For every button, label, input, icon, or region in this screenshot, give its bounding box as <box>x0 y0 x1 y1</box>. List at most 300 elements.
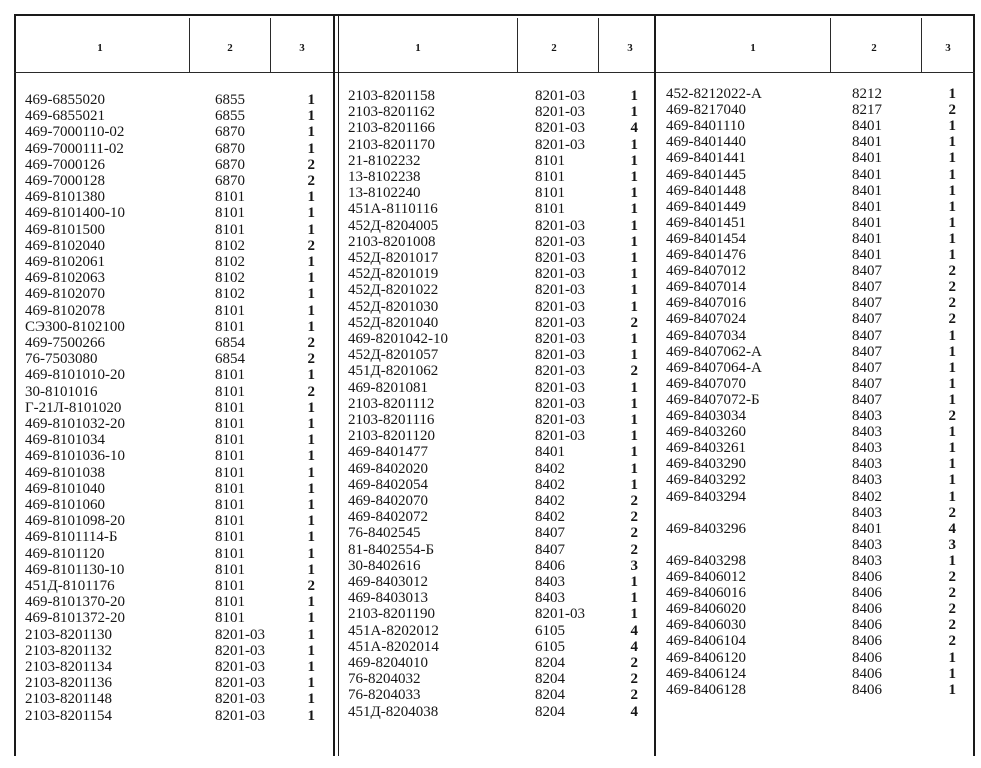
quantity: 1 <box>307 545 315 562</box>
table-row <box>348 250 638 266</box>
group-number: 8201-03 <box>535 104 585 121</box>
part-number: 452Д-8201057 <box>348 347 439 364</box>
quantity: 1 <box>630 169 638 185</box>
quantity: 2 <box>948 585 956 602</box>
part-number: 469-8101120 <box>25 545 105 562</box>
quantity: 2 <box>307 335 315 351</box>
quantity: 2 <box>948 408 956 424</box>
quantity: 2 <box>630 493 638 509</box>
part-number: 469-8407070 <box>666 375 746 392</box>
table-row <box>666 134 956 150</box>
quantity: 1 <box>307 642 315 659</box>
header-divider <box>921 18 922 72</box>
quantity: 1 <box>630 266 638 283</box>
part-number: 469-8403261 <box>666 440 746 457</box>
group-number: 8401 <box>852 520 882 537</box>
group-number: 8407 <box>535 541 565 558</box>
group-number: 8407 <box>852 263 882 280</box>
table-row <box>348 493 638 509</box>
group-number: 8201-03 <box>215 626 265 643</box>
table-row <box>666 102 956 118</box>
part-number: 452Д-8201030 <box>348 298 439 315</box>
table-row <box>25 141 315 157</box>
part-number: 469-7000111-02 <box>25 140 124 157</box>
part-number: 469-8101060 <box>25 497 105 513</box>
table-row <box>666 360 956 376</box>
group-number: 8201-03 <box>535 606 585 623</box>
quantity: 1 <box>948 649 956 666</box>
table-row <box>348 185 638 201</box>
group-number: 8403 <box>535 574 565 590</box>
part-number: 469-7000126 <box>25 156 105 173</box>
table-row <box>348 606 638 622</box>
table-row <box>25 238 315 254</box>
part-number: 469-8406020 <box>666 601 746 618</box>
part-number: 469-8102078 <box>25 302 105 319</box>
table-row <box>666 472 956 488</box>
table-row <box>25 157 315 173</box>
quantity: 1 <box>307 92 315 108</box>
group-number: 8401 <box>852 230 882 247</box>
table-row <box>25 108 315 124</box>
table-row <box>666 585 956 601</box>
part-number: 469-8402070 <box>348 493 428 509</box>
group-number: 8101 <box>215 367 245 384</box>
group-number: 8101 <box>215 221 245 238</box>
quantity: 2 <box>630 671 638 688</box>
part-number: 469-8101098-20 <box>25 513 125 530</box>
group-number: 8101 <box>215 189 245 206</box>
part-number: 469-8201081 <box>348 379 428 396</box>
table-row <box>348 655 638 671</box>
group-number: 8101 <box>215 561 245 578</box>
table-row <box>666 150 956 166</box>
table-row <box>25 610 315 626</box>
group-number: 8201-03 <box>535 282 585 299</box>
quantity: 1 <box>630 250 638 266</box>
quantity: 1 <box>630 331 638 347</box>
header-col-3: 3 <box>627 42 633 54</box>
part-number: 451Д-8201062 <box>348 363 439 380</box>
header-divider <box>270 18 271 72</box>
part-number: 2103-8201136 <box>25 675 112 692</box>
quantity: 1 <box>307 480 315 497</box>
table-row <box>25 594 315 610</box>
table-row <box>348 169 638 185</box>
group-number: 8201-03 <box>215 659 265 675</box>
part-number: 469-8407012 <box>666 263 746 280</box>
table-row <box>348 623 638 639</box>
table-row <box>666 440 956 456</box>
table-row <box>348 380 638 396</box>
part-number: 469-8101040 <box>25 480 105 497</box>
quantity: 1 <box>630 217 638 234</box>
part-number: 469-8407072-Б <box>666 391 760 408</box>
quantity: 1 <box>307 561 315 578</box>
frame-top-border <box>14 14 975 16</box>
part-number: 469-8401440 <box>666 134 746 151</box>
table-row <box>348 428 638 444</box>
group-number: 8201-03 <box>535 363 585 380</box>
quantity: 2 <box>948 504 956 521</box>
part-number: 469-8401110 <box>666 118 745 135</box>
quantity: 1 <box>948 166 956 183</box>
part-number: 469-8401445 <box>666 166 746 183</box>
header-divider <box>830 18 831 72</box>
part-number: 21-8102232 <box>348 152 421 169</box>
quantity: 1 <box>307 318 315 335</box>
panel-separator-1b <box>338 14 339 756</box>
quantity: 2 <box>630 363 638 380</box>
group-number: 8403 <box>535 590 565 607</box>
part-number: 469-8407064-А <box>666 359 762 376</box>
quantity: 2 <box>307 578 315 594</box>
part-number: 469-8403034 <box>666 408 746 424</box>
header-col-2: 2 <box>551 42 557 54</box>
part-number: 469-8102070 <box>25 286 105 303</box>
group-number: 8101 <box>215 302 245 319</box>
table-row <box>666 199 956 215</box>
part-number: 451Д-8204038 <box>348 703 439 720</box>
quantity: 2 <box>948 601 956 618</box>
group-number: 8401 <box>852 166 882 183</box>
part-number: 469-8401449 <box>666 198 746 215</box>
table-row <box>666 553 956 569</box>
quantity: 1 <box>948 552 956 569</box>
panel-separator-1 <box>333 14 335 756</box>
part-number: 469-8406120 <box>666 649 746 666</box>
quantity: 2 <box>948 569 956 585</box>
quantity: 2 <box>948 617 956 634</box>
table-row <box>666 279 956 295</box>
table-row <box>25 416 315 432</box>
quantity: 1 <box>307 221 315 238</box>
group-number: 8101 <box>215 318 245 335</box>
quantity: 1 <box>630 233 638 250</box>
part-number: 452-8212022-А <box>666 86 762 102</box>
table-row <box>666 392 956 408</box>
part-number: 2103-8201154 <box>25 707 112 724</box>
quantity: 1 <box>948 150 956 167</box>
group-number: 8403 <box>852 536 882 553</box>
part-number: 469-8402072 <box>348 509 428 526</box>
header-col-3: 3 <box>945 42 951 54</box>
part-number: 469-8403260 <box>666 424 746 441</box>
quantity: 1 <box>948 230 956 247</box>
part-number: 469-8407062-А <box>666 343 762 360</box>
quantity: 1 <box>630 347 638 364</box>
table-row <box>348 88 638 104</box>
group-number: 8101 <box>215 383 245 400</box>
quantity: 1 <box>307 691 315 708</box>
group-number: 8402 <box>535 493 565 509</box>
table-row <box>348 137 638 153</box>
group-number: 8101 <box>535 152 565 169</box>
part-number: 451А-8202014 <box>348 638 439 655</box>
group-number: 8403 <box>852 456 882 473</box>
group-number: 8406 <box>852 633 882 650</box>
group-number: 6855 <box>215 92 245 108</box>
table-row <box>666 183 956 199</box>
part-number: 469-8101370-20 <box>25 594 125 611</box>
quantity: 1 <box>948 391 956 408</box>
part-number: 469-8101372-20 <box>25 610 125 627</box>
group-number: 8401 <box>852 247 882 263</box>
table-row <box>25 562 315 578</box>
table-row <box>25 286 315 302</box>
table-row <box>666 295 956 311</box>
group-number: 6870 <box>215 173 245 189</box>
part-number: 2103-8201158 <box>348 88 435 104</box>
part-number: 76-8402545 <box>348 525 421 542</box>
table-row <box>666 86 956 102</box>
table-row <box>25 205 315 221</box>
part-number: 469-7500266 <box>25 335 105 351</box>
quantity: 1 <box>630 606 638 623</box>
part-number: 2103-8201008 <box>348 233 436 250</box>
quantity: 1 <box>307 464 315 481</box>
table-row <box>25 643 315 659</box>
quantity: 1 <box>307 513 315 530</box>
group-number: 8101 <box>535 169 565 185</box>
group-number: 8101 <box>535 201 565 218</box>
group-number: 8201-03 <box>535 266 585 283</box>
part-number: 452Д-8201040 <box>348 314 439 331</box>
part-number: 469-7000110-02 <box>25 124 125 141</box>
table-row <box>348 590 638 606</box>
panel-separator-2 <box>654 14 656 756</box>
group-number: 8201-03 <box>215 642 265 659</box>
part-number: 81-8402554-Б <box>348 541 435 558</box>
group-number: 8201-03 <box>535 395 585 412</box>
quantity: 1 <box>948 456 956 473</box>
table-row <box>25 578 315 594</box>
quantity: 2 <box>307 237 315 254</box>
table-row <box>666 311 956 327</box>
table-row <box>25 303 315 319</box>
table-row <box>348 282 638 298</box>
quantity: 1 <box>307 432 315 449</box>
quantity: 2 <box>307 173 315 189</box>
part-number: 2103-8201190 <box>348 606 435 623</box>
header-col-1: 1 <box>415 42 421 54</box>
part-number: 2103-8201170 <box>348 136 435 153</box>
group-number: 8212 <box>852 86 882 102</box>
quantity: 1 <box>948 440 956 457</box>
group-number: 8101 <box>215 545 245 562</box>
quantity: 1 <box>630 104 638 121</box>
part-number: 469-8101032-20 <box>25 416 125 432</box>
quantity: 1 <box>307 367 315 384</box>
table-row <box>666 617 956 633</box>
header-divider <box>598 18 599 72</box>
quantity: 4 <box>630 703 638 720</box>
quantity: 1 <box>948 247 956 263</box>
table-row <box>348 218 638 234</box>
group-number: 8201-03 <box>535 331 585 347</box>
part-number: Г-21Л-8101020 <box>25 399 122 416</box>
part-number: 469-8401451 <box>666 214 746 231</box>
group-number: 8201-03 <box>535 120 585 137</box>
part-number: 2103-8201132 <box>25 642 112 659</box>
part-number: 469-8401441 <box>666 150 746 167</box>
part-number: 469-8401476 <box>666 247 746 263</box>
quantity: 1 <box>948 665 956 682</box>
table-row <box>25 465 315 481</box>
table-row <box>348 477 638 493</box>
part-number: 469-8101500 <box>25 221 105 238</box>
part-number: 469-8101036-10 <box>25 448 125 465</box>
group-number: 8406 <box>852 585 882 602</box>
part-number: 469-8102040 <box>25 237 105 254</box>
quantity: 1 <box>307 140 315 157</box>
group-number: 8406 <box>852 665 882 682</box>
group-number: 8406 <box>852 649 882 666</box>
group-number: 8102 <box>215 237 245 254</box>
group-number: 8401 <box>852 214 882 231</box>
table-row <box>25 448 315 464</box>
group-number: 8201-03 <box>215 707 265 724</box>
table-row <box>666 601 956 617</box>
group-number: 8201-03 <box>535 428 585 445</box>
group-number: 8403 <box>852 552 882 569</box>
group-number: 8406 <box>852 569 882 585</box>
quantity: 2 <box>948 633 956 650</box>
group-number: 8402 <box>535 460 565 477</box>
group-number: 8101 <box>215 578 245 594</box>
frame-right-border <box>973 14 975 756</box>
quantity: 1 <box>630 201 638 218</box>
quantity: 1 <box>307 659 315 675</box>
group-number: 8407 <box>535 525 565 542</box>
part-number: 2103-8201134 <box>25 659 112 675</box>
group-number: 6870 <box>215 140 245 157</box>
quantity: 1 <box>307 675 315 692</box>
part-number: 469-8101380 <box>25 189 105 206</box>
part-number: 469-8204010 <box>348 655 428 671</box>
table-row <box>25 367 315 383</box>
header-col-3: 3 <box>299 42 305 54</box>
part-number: 469-8403012 <box>348 574 428 590</box>
part-number: 76-8204032 <box>348 671 421 688</box>
quantity: 1 <box>307 416 315 432</box>
quantity: 1 <box>307 448 315 465</box>
quantity: 1 <box>630 574 638 590</box>
table-row <box>25 400 315 416</box>
part-number: 2103-8201112 <box>348 395 435 412</box>
part-number: 469-8407016 <box>666 295 746 312</box>
part-number: 469-8403296 <box>666 520 746 537</box>
group-number: 8407 <box>852 327 882 344</box>
group-number: 8201-03 <box>535 233 585 250</box>
header-bottom-line <box>14 72 975 73</box>
quantity: 1 <box>307 270 315 287</box>
quantity: 1 <box>307 302 315 319</box>
part-number: 469-8403013 <box>348 590 428 607</box>
group-number: 8101 <box>215 594 245 611</box>
table-row <box>348 525 638 541</box>
quantity: 1 <box>307 707 315 724</box>
group-number: 8406 <box>852 617 882 634</box>
part-number: 469-8101130-10 <box>25 561 125 578</box>
group-number: 6870 <box>215 124 245 141</box>
table-row <box>666 633 956 649</box>
quantity: 2 <box>630 687 638 704</box>
part-number: 469-8201042-10 <box>348 331 448 347</box>
quantity: 1 <box>630 428 638 445</box>
part-number: 2103-8201148 <box>25 691 112 708</box>
group-number: 8201-03 <box>535 298 585 315</box>
group-number: 8402 <box>852 488 882 505</box>
group-number: 8101 <box>215 513 245 530</box>
quantity: 1 <box>948 86 956 102</box>
group-number: 8201-03 <box>535 217 585 234</box>
table-row <box>25 335 315 351</box>
table-row <box>666 376 956 392</box>
part-number: 469-6855021 <box>25 108 105 125</box>
table-row <box>25 546 315 562</box>
header-col-2: 2 <box>227 42 233 54</box>
table-row <box>25 222 315 238</box>
quantity: 1 <box>948 681 956 698</box>
part-number: 469-8101114-Б <box>25 529 118 546</box>
group-number: 8201-03 <box>535 88 585 104</box>
part-number: 469-8407014 <box>666 279 746 296</box>
group-number: 8403 <box>852 408 882 424</box>
group-number: 8204 <box>535 687 565 704</box>
part-number: 469-8401477 <box>348 444 428 461</box>
quantity: 3 <box>948 536 956 553</box>
quantity: 2 <box>948 102 956 119</box>
table-row <box>666 489 956 505</box>
quantity: 1 <box>948 118 956 135</box>
group-number: 8407 <box>852 279 882 296</box>
quantity: 2 <box>630 655 638 671</box>
table-row <box>666 505 956 521</box>
table-row <box>666 263 956 279</box>
table-row <box>25 708 315 724</box>
table-row <box>348 461 638 477</box>
part-number: 30-8101016 <box>25 383 98 400</box>
table-row <box>25 659 315 675</box>
quantity: 1 <box>630 136 638 153</box>
quantity: 1 <box>948 214 956 231</box>
table-row <box>666 167 956 183</box>
part-number: 469-6855020 <box>25 92 105 108</box>
table-row <box>666 231 956 247</box>
table-row <box>666 344 956 360</box>
table-row <box>25 351 315 367</box>
group-number: 8406 <box>535 557 565 574</box>
table-row <box>348 299 638 315</box>
group-number: 8401 <box>852 150 882 167</box>
group-number: 8201-03 <box>215 675 265 692</box>
group-number: 8403 <box>852 472 882 489</box>
group-number: 8401 <box>852 118 882 135</box>
quantity: 1 <box>948 424 956 441</box>
group-number: 8101 <box>215 448 245 465</box>
group-number: 6854 <box>215 335 245 351</box>
part-number: 452Д-8201022 <box>348 282 439 299</box>
table-row <box>25 92 315 108</box>
quantity: 1 <box>948 375 956 392</box>
group-number: 8102 <box>215 270 245 287</box>
quantity: 1 <box>307 529 315 546</box>
table-row <box>348 104 638 120</box>
part-number: 30-8402616 <box>348 557 421 574</box>
table-row <box>25 432 315 448</box>
group-number: 6854 <box>215 351 245 368</box>
